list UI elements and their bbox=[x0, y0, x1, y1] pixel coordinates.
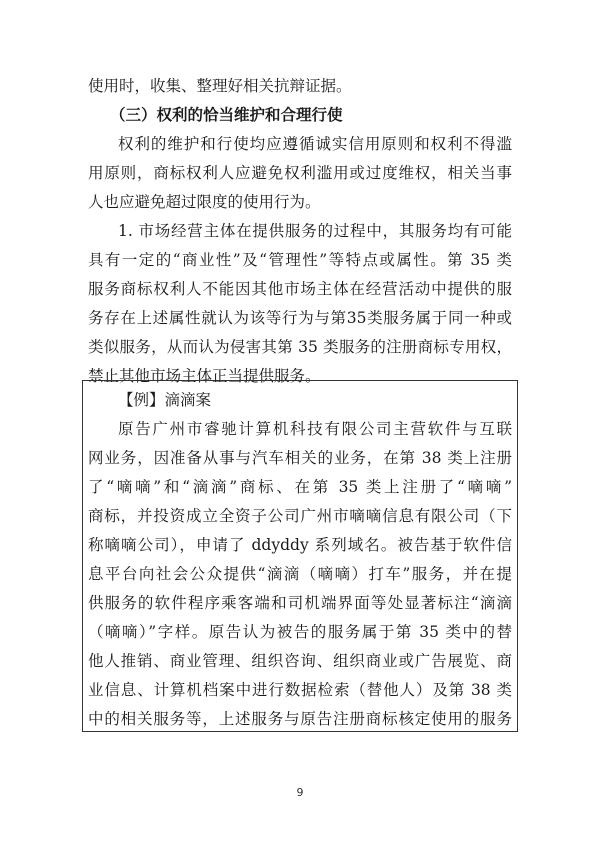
paragraph2-line: 禁止其他市场主体正当提供服务。 bbox=[88, 367, 321, 385]
case-line: 供服务的软件程序乘客端和司机端界面等处显著标注“滴滴 bbox=[88, 594, 512, 612]
paragraph1-line: 用原则，商标权利人应避免权利滥用或过度维权，相关当事 bbox=[88, 164, 512, 182]
case-line: 息平台向社会公众提供“滴滴（嘀嘀）打车”服务，并在提 bbox=[88, 565, 512, 583]
paragraph2-line: 具有一定的“商业性”及“管理性”等特点或属性。第 35 类 bbox=[88, 251, 512, 269]
case-line: 了“嘀嘀”和“滴滴”商标、在第 35 类上注册了“嘀嘀” bbox=[88, 478, 512, 496]
paragraph2-line: 1. 市场经营主体在提供服务的过程中，其服务均有可能 bbox=[118, 222, 512, 240]
paragraph1-line: 人也应避免超过限度的使用行为。 bbox=[88, 193, 321, 211]
paragraph2-line: 服务商标权利人不能因其他市场主体在经营活动中提供的服 bbox=[88, 280, 512, 298]
case-line: 原告广州市睿驰计算机科技有限公司主营软件与互联 bbox=[118, 420, 512, 438]
case-title: 【例】滴滴案 bbox=[118, 391, 212, 409]
case-line: 中的相关服务等，上述服务与原告注册商标核定使用的服务 bbox=[88, 710, 512, 728]
case-line: （嘀嘀）”字样。原告认为被告的服务属于第 35 类中的替 bbox=[88, 623, 512, 641]
case-line: 商标，并投资成立全资子公司广州市嘀嘀信息有限公司（下 bbox=[88, 507, 512, 525]
case-line: 网业务，因准备从事与汽车相关的业务，在第 38 类上注册 bbox=[88, 449, 512, 467]
paragraph2-line: 类似服务，从而认为侵害其第 35 类服务的注册商标专用权， bbox=[88, 338, 512, 356]
case-line: 业信息、计算机档案中进行数据检索（替他人）及第 38 类 bbox=[88, 681, 512, 699]
paragraph2-line: 务存在上述属性就认为该等行为与第35类服务属于同一种或 bbox=[88, 309, 512, 327]
paragraph1-line: 权利的维护和行使均应遵循诚实信用原则和权利不得滥 bbox=[118, 135, 512, 153]
section-heading: （三）权利的恰当维护和合理行使 bbox=[110, 105, 343, 124]
intro-line: 使用时，收集、整理好相关抗辩证据。 bbox=[88, 77, 352, 95]
case-line: 他人推销、商业管理、组织咨询、组织商业或广告展览、商 bbox=[88, 652, 512, 670]
page-number: 9 bbox=[296, 786, 304, 799]
case-line: 称嘀嘀公司），申请了 ddyddy 系列域名。被告基于软件信 bbox=[88, 536, 512, 554]
